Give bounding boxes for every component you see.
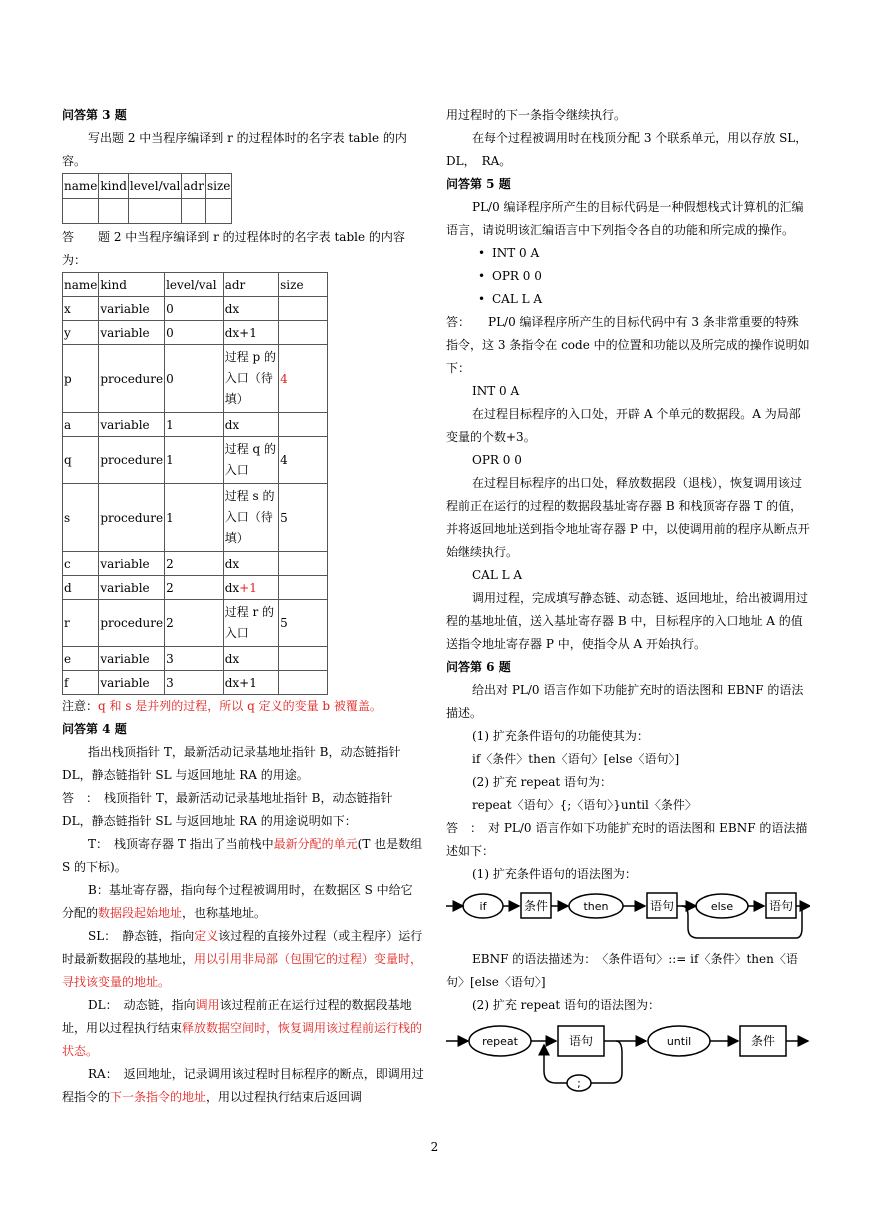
opr-label: OPR 0 0 <box>472 453 522 467</box>
table-cell-level: 2 <box>165 552 224 576</box>
table-cell-kind: variable <box>99 413 165 437</box>
table-row <box>63 576 328 600</box>
table-cell-adr: 过程 s 的入口（待填） <box>223 484 278 552</box>
table-cell-name: f <box>63 671 99 695</box>
table-cell-size <box>279 576 328 600</box>
table-cell-kind: procedure <box>99 600 165 647</box>
table-cell-kind: procedure <box>99 437 165 484</box>
table-cell-size: 4 <box>279 437 328 484</box>
int-text: 在过程目标程序的入口处，开辟 A 个单元的数据段。A 为局部变量的个数+3。 <box>446 407 801 444</box>
table-cell-kind: variable <box>99 671 165 695</box>
th2-name: name <box>63 273 99 297</box>
table-cell-level: 2 <box>165 600 224 647</box>
table-cell-name: x <box>63 297 99 321</box>
table-cell-level: 1 <box>165 437 224 484</box>
page-number: 2 <box>430 1140 439 1154</box>
table-cell-adr: dx+1 <box>223 321 278 345</box>
table-row <box>63 297 328 321</box>
table-row <box>63 647 328 671</box>
cond-box: 条件 <box>523 899 549 913</box>
th2-adr: adr <box>223 273 278 297</box>
table-cell-kind: variable <box>99 647 165 671</box>
th2-size: size <box>279 273 328 297</box>
th-level: level/val <box>128 174 181 199</box>
table-cell-size <box>279 647 328 671</box>
table-cell-name: c <box>63 552 99 576</box>
else-terminal: else <box>710 900 734 913</box>
table-row <box>63 552 328 576</box>
table-cell-name: s <box>63 484 99 552</box>
right-column <box>446 104 810 1095</box>
table-row <box>63 671 328 695</box>
if-syntax-diagram <box>446 886 810 948</box>
table-cell-adr: dx+1 <box>223 671 278 695</box>
table-cell-kind: variable <box>99 321 165 345</box>
q3-answer: 答 题 2 中当程序编译到 r 的过程体时的名字表 table 的内容为： <box>62 230 405 267</box>
ext1-syntax: if〈条件〉then〈语句〉[else〈语句〉] <box>472 752 680 766</box>
link-units: 在每个过程被调用时在栈顶分配 3 个联系单元，用以存放 SL，DL， RA。 <box>446 131 808 168</box>
th-kind: kind <box>99 174 129 199</box>
note: 注意：q 和 s 是并列的过程，所以 q 定义的变量 b 被覆盖。 <box>62 699 382 713</box>
q4-answer: 答 ： 栈顶指针 T，最新活动记录基地址指针 B，动态链指针 DL，静态链指针 SL 与返回地址 RA 的用途说明如下： <box>62 791 393 828</box>
q5-answer: 答： PL/0 编译程序所产生的目标代码中有 3 条非常重要的特殊指令，这 3 条指令在 code 中的位置和功能以及所完成的操作说明如下： <box>446 315 810 375</box>
table-cell-adr: dx+1 <box>223 576 278 600</box>
B-desc: B：基址寄存器，指向每个过程被调用时，在数据区 S 中给它分配的数据段起始地址，也称基地址。 <box>62 883 413 920</box>
bullet-item: • CAL L A <box>478 292 543 306</box>
table-cell-adr: dx <box>223 552 278 576</box>
table-cell-size: 5 <box>279 600 328 647</box>
DL-desc: DL： 动态链，指向调用该过程前正在运行过程的数据段基地址，用以过程执行结束释放数据空间时，恢复调用该过程前运行栈的状态。 <box>62 998 423 1058</box>
bullet-item: • INT 0 A <box>478 246 540 260</box>
table-cell-level: 0 <box>165 345 224 413</box>
th2-kind: kind <box>99 273 165 297</box>
q6-text: 给出对 PL/0 语言作如下功能扩充时的语法图和 EBNF 的语法描述。 <box>446 683 804 720</box>
table-row <box>63 484 328 552</box>
table-cell-level: 2 <box>165 576 224 600</box>
ext2: (2) 扩充 repeat 语句为： <box>472 775 613 789</box>
table-cell-adr: 过程 r 的入口 <box>223 600 278 647</box>
opr-text: 在过程目标程序的出口处，释放数据段（退栈），恢复调用该过程前正在运行的过程的数据段基址寄存器 B 和栈顶寄存器 T 的值，并将返回地址送到指令地址寄存器 P 中，以使调用前的程序从断点开始继续执行。 <box>446 476 810 559</box>
table-cell-kind: variable <box>99 552 165 576</box>
table-cell-kind: variable <box>99 297 165 321</box>
table-cell-size: 5 <box>279 484 328 552</box>
table-cell-size <box>279 297 328 321</box>
until-terminal: until <box>666 1035 692 1048</box>
q5-heading: 问答第 5 题 <box>446 177 511 191</box>
table-cell-name: y <box>63 321 99 345</box>
q4-text: 指出栈顶指针 T，最新活动记录基地址指针 B，动态链指针 DL，静态链指针 SL 与返回地址 RA 的用途。 <box>62 745 401 782</box>
table-cell-name: r <box>63 600 99 647</box>
table-row <box>63 437 328 484</box>
table-cell-adr: dx <box>223 647 278 671</box>
table-cell-name: d <box>63 576 99 600</box>
table-cell-size <box>279 413 328 437</box>
table-cell-name: q <box>63 437 99 484</box>
ebnf1: EBNF 的语法描述为： 〈条件语句〉::= if〈条件〉then〈语句〉[else〈语句〉] <box>446 952 798 989</box>
table-cell-adr: dx <box>223 413 278 437</box>
table-row <box>63 321 328 345</box>
repeat-terminal: repeat <box>482 1035 518 1048</box>
ra-continued: 用过程时的下一条指令继续执行。 <box>446 108 627 122</box>
RA-desc: RA： 返回地址，记录调用该过程时目标程序的断点，即调用过程指令的下一条指令的地址，用以过程执行结束后返回调 <box>62 1067 424 1104</box>
table-row <box>63 600 328 647</box>
table-row <box>63 345 328 413</box>
stmt-box: 语句 <box>649 899 675 913</box>
cal-label: CAL L A <box>472 568 523 582</box>
table-cell-kind: variable <box>99 576 165 600</box>
table-cell-name: a <box>63 413 99 437</box>
if-terminal: if <box>479 900 487 913</box>
T-desc: T： 栈顶寄存器 T 指出了当前栈中最新分配的单元(T 也是数组 S 的下标)。 <box>62 837 423 874</box>
table-cell-size <box>279 552 328 576</box>
table-cell-level: 1 <box>165 413 224 437</box>
q3-heading: 问答第 3 题 <box>62 108 127 122</box>
table-cell-size: 4 <box>279 345 328 413</box>
table-cell-level: 3 <box>165 647 224 671</box>
diag2-caption: (2) 扩充 repeat 语句的语法图为： <box>472 998 661 1012</box>
table-cell-kind: procedure <box>99 484 165 552</box>
stmt-box: 语句 <box>568 1034 594 1048</box>
table-row <box>63 413 328 437</box>
q6-answer: 答 ： 对 PL/0 语言作如下功能扩充时的语法图和 EBNF 的语法描述如下： <box>446 821 808 858</box>
repeat-syntax-diagram <box>446 1017 810 1095</box>
table-cell-size <box>279 671 328 695</box>
table-cell-adr: 过程 p 的入口（待填） <box>223 345 278 413</box>
cal-text: 调用过程，完成填写静态链、动态链、返回地址，给出被调用过程的基地址值，送入基址寄存器 B 中，目标程序的入口地址 A 的值送指令地址寄存器 P 中，使指令从 A 开始执行。 <box>446 591 809 651</box>
table-cell-level: 1 <box>165 484 224 552</box>
table-cell-adr: 过程 q 的入口 <box>223 437 278 484</box>
diag1-caption: (1) 扩充条件语句的语法图为： <box>472 867 637 881</box>
table-cell-name: e <box>63 647 99 671</box>
q4-heading: 问答第 4 题 <box>62 722 127 736</box>
table-cell-level: 0 <box>165 297 224 321</box>
int-label: INT 0 A <box>472 384 520 398</box>
th-name: name <box>63 174 99 199</box>
table-cell-level: 3 <box>165 671 224 695</box>
SL-desc: SL： 静态链，指向定义该过程的直接外过程（或主程序）运行时最新数据段的基地址，用以引用非局部（包围它的过程）变量时，寻找该变量的地址。 <box>62 929 423 989</box>
table-cell-level: 0 <box>165 321 224 345</box>
left-column <box>62 104 424 1109</box>
table-cell-size <box>279 321 328 345</box>
name-table-empty <box>62 173 232 224</box>
table-cell-name: p <box>63 345 99 413</box>
th2-level: level/val <box>165 273 224 297</box>
ext2-syntax: repeat〈语句〉{;〈语句〉}until〈条件〉 <box>472 798 697 812</box>
ext1: (1) 扩充条件语句的功能使其为： <box>472 729 649 743</box>
then-terminal: then <box>583 900 609 913</box>
th-size: size <box>205 174 231 199</box>
th-adr: adr <box>182 174 206 199</box>
name-table <box>62 272 328 695</box>
bullet-item: • OPR 0 0 <box>478 269 542 283</box>
cond-box: 条件 <box>750 1034 776 1048</box>
table-cell-kind: procedure <box>99 345 165 413</box>
stmt-box: 语句 <box>768 899 794 913</box>
q3-text: 写出题 2 中当程序编译到 r 的过程体时的名字表 table 的内容。 <box>62 131 407 168</box>
semicolon-terminal: ; <box>577 1077 581 1090</box>
q6-heading: 问答第 6 题 <box>446 660 511 674</box>
q5-text: PL/0 编译程序所产生的目标代码是一种假想栈式计算机的汇编语言，请说明该汇编语言中下列指令各自的功能和所完成的操作。 <box>446 200 804 237</box>
table-cell-adr: dx <box>223 297 278 321</box>
